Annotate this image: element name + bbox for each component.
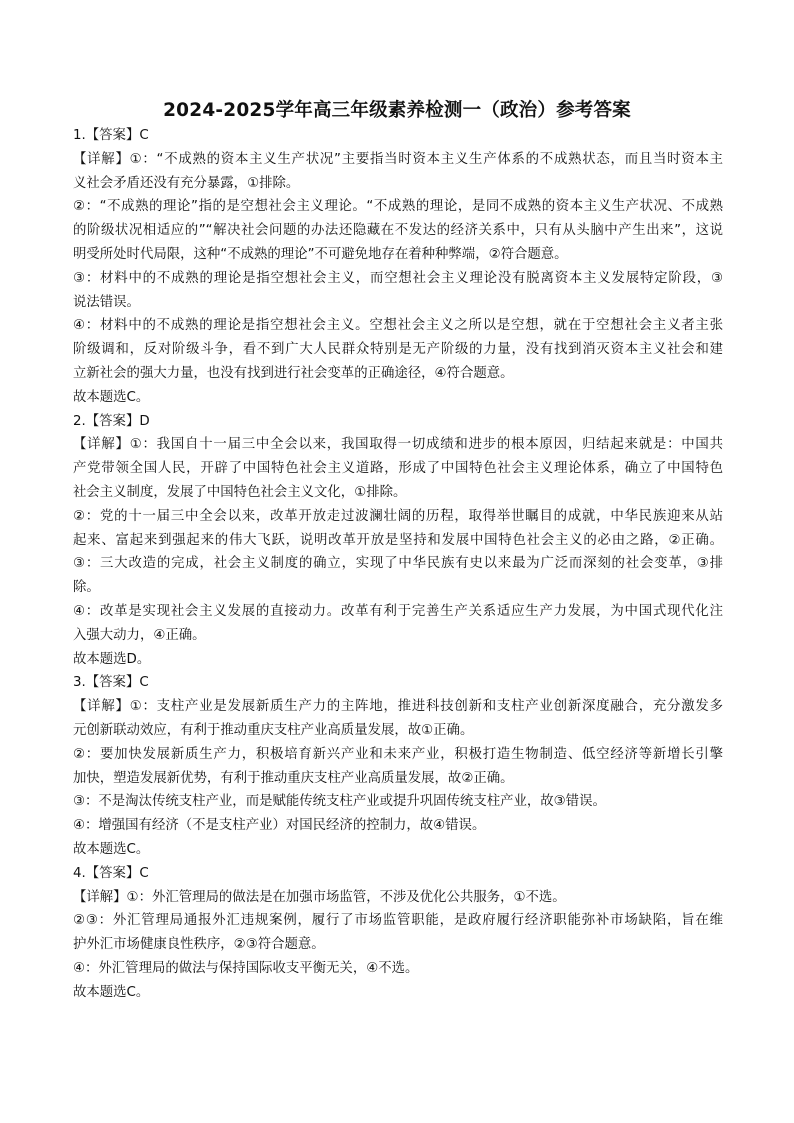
text-line: ②：党的十一届三中全会以来，改革开放走过波澜壮阔的历程，取得举世瞩目的成就，中华民族迎来从站 bbox=[73, 508, 723, 524]
text-line: ④：增强国有经济（不是支柱产业）对国民经济的控制力，故④错误。 bbox=[73, 818, 486, 834]
text-line: ③：三大改造的完成，社会主义制度的确立，实现了中华民族有史以来最为广泛而深刻的社会变革，③排 bbox=[73, 556, 723, 572]
text-line: 故本题选C。 bbox=[73, 389, 150, 405]
text-line: 故本题选C。 bbox=[73, 984, 150, 1000]
text-line: ③：不是淘汰传统支柱产业，而是赋能传统支柱产业或提升巩固传统支柱产业，故③错误。 bbox=[73, 794, 606, 810]
text-line: ④：改革是实现社会主义发展的直接动力。改革有利于完善生产关系适应生产力发展，为中国式现代化注 bbox=[73, 603, 723, 619]
text-line: 加快，塑造发展新优势，有利于推动重庆支柱产业高质量发展，故②正确。 bbox=[73, 770, 514, 786]
text-line: 护外汇市场健康良性秩序，②③符合题意。 bbox=[73, 937, 325, 953]
text-line: 义社会矛盾还没有充分暴露，①排除。 bbox=[73, 175, 300, 191]
text-line: 3.【答案】C bbox=[73, 675, 149, 691]
text-line: 入强大动力，④正确。 bbox=[73, 627, 206, 643]
text-line: ②③：外汇管理局通报外汇违规案例，履行了市场监管职能，是政府履行经济职能弥补市场缺陷，旨在维 bbox=[73, 913, 723, 929]
text-line: 阶级调和，反对阶级斗争，看不到广大人民群众特别是无产阶级的力量，没有找到消灭资本主义社会和建 bbox=[73, 342, 723, 358]
text-line: 明受所处时代局限，这种“不成熟的理论”不可避免地存在着种种弊端，②符合题意。 bbox=[73, 246, 568, 262]
text-line: ②：“不成熟的理论”指的是空想社会主义理论。“不成熟的理论，是同不成熟的资本主义生产状况、不成熟 bbox=[73, 199, 723, 215]
text-line: 【详解】①：“不成熟的资本主义生产状况”主要指当时资本主义生产体系的不成熟状态，而且当时资本主 bbox=[73, 151, 723, 167]
text-line: 说法错误。 bbox=[73, 294, 140, 310]
text-line: 2.【答案】D bbox=[73, 413, 150, 429]
text-line: 故本题选D。 bbox=[73, 651, 151, 667]
text-line: 1.【答案】C bbox=[73, 128, 149, 143]
text-line: 4.【答案】C bbox=[73, 865, 149, 881]
text-line: 立新社会的强大力量，也没有找到进行社会变革的正确途径，④符合题意。 bbox=[73, 365, 514, 381]
text-line: ③：材料中的不成熟的理论是指空想社会主义，而空想社会主义理论没有脱离资本主义发展特定阶段，③ bbox=[73, 270, 723, 286]
text-line: 起来、富起来到强起来的伟大飞跃，说明改革开放是坚持和发展中国特色社会主义的必由之路，②正确。 bbox=[73, 532, 723, 548]
text-line: 故本题选C。 bbox=[73, 841, 150, 857]
text-line: ④：材料中的不成熟的理论是指空想社会主义。空想社会主义之所以是空想，就在于空想社会主义者主张 bbox=[73, 318, 723, 334]
text-line: 【详解】①：我国自十一届三中全会以来，我国取得一切成绩和进步的根本原因，归结起来就是：中国共 bbox=[73, 437, 723, 453]
text-line: 除。 bbox=[73, 580, 100, 596]
text-line: 的阶级状况相适应的”“解决社会问题的办法还隐藏在不发达的经济关系中，只有从头脑中产生出来”，这说 bbox=[73, 223, 723, 239]
text-line: 【详解】①：外汇管理局的做法是在加强市场监管，不涉及优化公共服务，①不选。 bbox=[73, 889, 566, 905]
text-line: 【详解】①：支柱产业是发展新质生产力的主阵地，推进科技创新和支柱产业创新深度融合，充分激发多 bbox=[73, 699, 723, 715]
text-line: ②：要加快发展新质生产力，积极培育新兴产业和未来产业，积极打造生物制造、低空经济等新增长引擎 bbox=[73, 746, 723, 762]
text-line: ④：外汇管理局的做法与保持国际收支平衡无关，④不选。 bbox=[73, 960, 419, 976]
text-line: 产党带领全国人民，开辟了中国特色社会主义道路，形成了中国特色社会主义理论体系，确立了中国特色 bbox=[73, 461, 723, 477]
answer-body bbox=[73, 124, 723, 1004]
text-line: 社会主义制度，发展了中国特色社会主义文化，①排除。 bbox=[73, 484, 407, 500]
text-line: 元创新联动效应，有利于推动重庆支柱产业高质量发展，故①正确。 bbox=[73, 722, 474, 738]
page-title: 2024-2025学年高三年级素养检测一（政治）参考答案 bbox=[163, 100, 631, 121]
